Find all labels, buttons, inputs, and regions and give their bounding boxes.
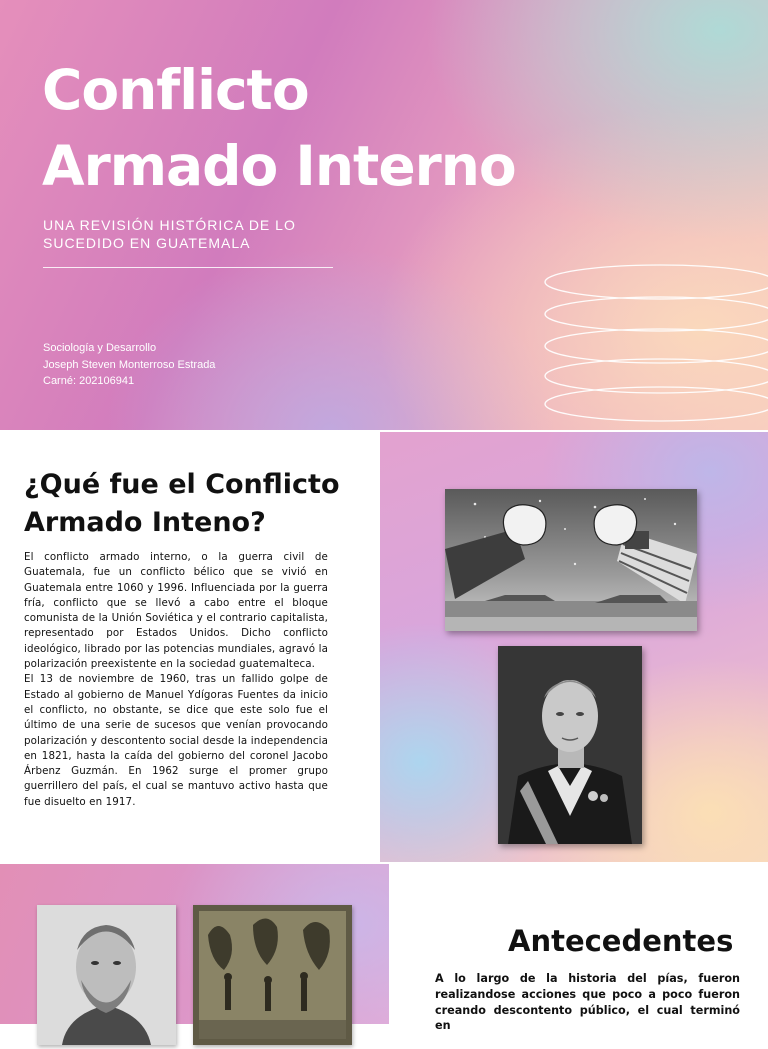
- section-title-line-2: Armado Inteno?: [24, 507, 266, 538]
- title-line-2: Armado Interno: [42, 134, 516, 198]
- military-portrait-image: [498, 646, 642, 844]
- presentation-title: [42, 52, 642, 204]
- divider-line: [43, 267, 333, 268]
- coffee-field-photo: [193, 905, 352, 1045]
- section-title-line-1: ¿Qué fue el Conflicto: [24, 469, 340, 500]
- author-info: [43, 340, 343, 390]
- title-slide: [0, 0, 768, 430]
- antecedentes-body: A lo largo de la historia del pías, fueron realizandose acciones que poco a poco fueron creando descontento público, el cual terminó en: [435, 972, 740, 1033]
- bearded-man-engraving: [37, 905, 176, 1045]
- course-name: Sociología y Desarrollo: [43, 342, 157, 354]
- definition-slide: [0, 432, 768, 862]
- fists-illustration: [445, 489, 697, 631]
- historical-portrait-image: [37, 905, 176, 1045]
- antecedentes-title: Antecedentes: [508, 924, 734, 958]
- decorative-rings: [540, 262, 768, 432]
- author-name: Joseph Steven Monterroso Estrada: [43, 358, 216, 371]
- coffee-plantation-image: [193, 905, 352, 1045]
- title-line-1: Conflicto: [42, 58, 309, 122]
- presentation-subtitle: [43, 216, 363, 252]
- subtitle-line-1: UNA REVISIÓN HISTÓRICA DE LO: [43, 217, 296, 233]
- subtitle-line-2: SUCEDIDO EN GUATEMALA: [43, 235, 251, 251]
- section-title: [24, 466, 374, 542]
- cold-war-cartoon-image: [445, 489, 697, 631]
- background-slide: [0, 864, 768, 1033]
- paragraph-2: El 13 de noviembre de 1960, tras un fallido golpe de Estado al gobierno de Manuel Ydígoras Fuentes da inicio el conflicto, no obstante, se dice que este solo fue el último de una serie de sucesos que venían provocando polarización y descontento social desde la independencia en 1821, hasta la caída del gobierno del coronel Jacobo Árbenz Guzmán. En 1962 surge el promer grupo guerrillero del país, el cual se mantuvo activo hasta que fue disuelto en 1917.: [24, 673, 328, 808]
- officer-portrait: [498, 646, 642, 844]
- section-body: [24, 550, 328, 810]
- student-id: Carné: 202106941: [43, 375, 135, 387]
- paragraph-1: El conflicto armado interno, o la guerra civil de Guatemala, fue un conflicto bélico que se vivió en Guatemala entre 1060 y 1996. Influenciada por la guerra fría, conflicto que se llevó a cabo entre el bloque comunista de la Unión Soviética y el contrario capitalista, representado por Estados Unidos. Dicho conflicto ideológico, librado por las potencias mundiales, agravó la polarización preexistente en la sociedad guatemalteca.: [24, 551, 328, 671]
